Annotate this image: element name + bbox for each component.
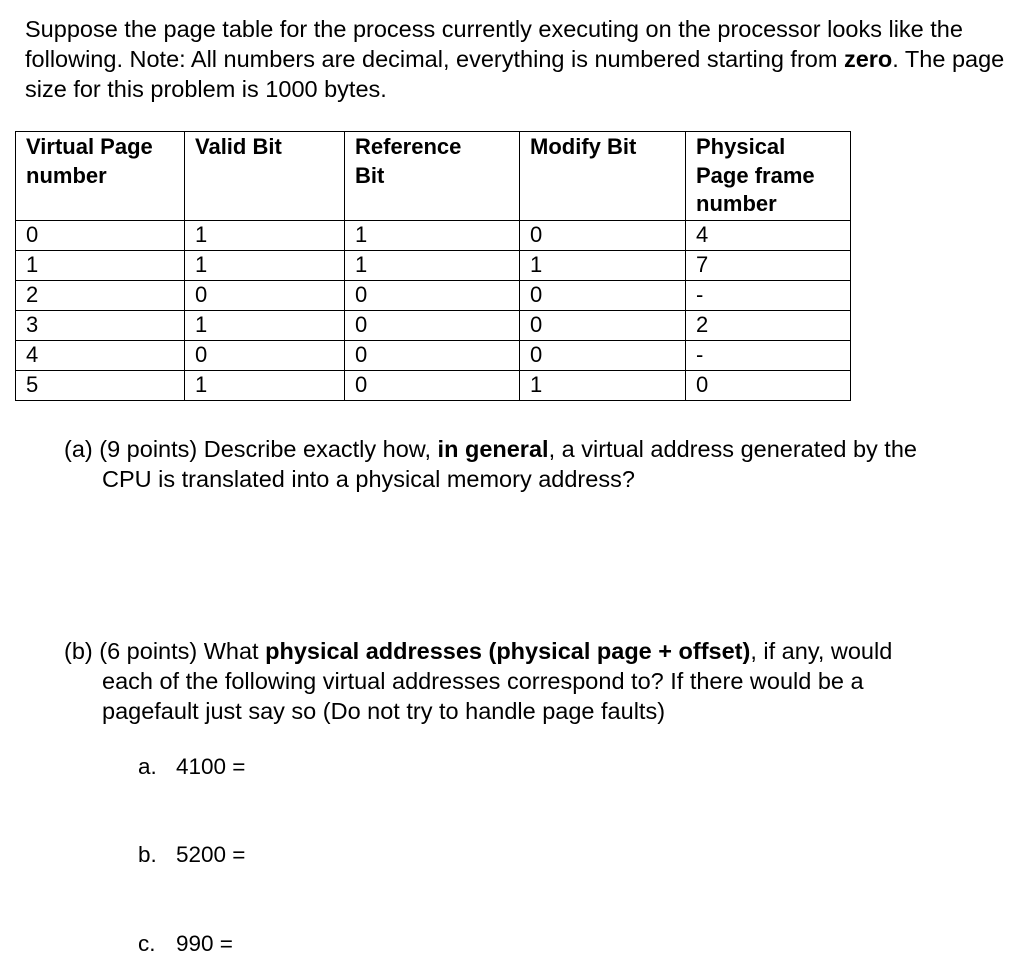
- cell-physical-frame: 7: [686, 250, 851, 280]
- table-row: [16, 250, 851, 280]
- question-b-line1: (b) (6 points) What physical addresses (physical page + offset), if any, would: [64, 638, 893, 664]
- question-b-line3: pagefault just say so (Do not try to handle page faults): [102, 698, 666, 724]
- cell-modify-bit: 0: [520, 280, 686, 310]
- intro-paragraph: [25, 14, 1005, 104]
- sub-item-label: c.: [138, 931, 156, 956]
- cell-physical-frame: -: [686, 280, 851, 310]
- question-b-line2: each of the following virtual addresses correspond to? If there would be a: [102, 668, 864, 694]
- header-valid-bit: Valid Bit: [185, 132, 345, 221]
- cell-modify-bit: 1: [520, 250, 686, 280]
- cell-modify-bit: 0: [520, 310, 686, 340]
- question-a-line1: (a) (9 points) Describe exactly how, in general, a virtual address generated by the: [64, 436, 917, 462]
- sub-item-b: [138, 840, 245, 870]
- header-physical-page-frame-number: Physical Page frame number: [686, 132, 851, 221]
- sub-item-text: 5200 =: [176, 842, 246, 867]
- intro-text-part1: Suppose the page table for the process currently executing on the processor looks like the following. Note: All numbers are decimal, everything is numbered starting from: [25, 16, 963, 72]
- table-row: [16, 370, 851, 400]
- question-a-bold: in general: [437, 436, 549, 462]
- cell-valid-bit: 1: [185, 220, 345, 250]
- cell-reference-bit: 0: [345, 370, 520, 400]
- question-a: [64, 434, 1004, 494]
- cell-physical-frame: -: [686, 340, 851, 370]
- cell-virtual-page: 1: [16, 250, 185, 280]
- cell-physical-frame: 4: [686, 220, 851, 250]
- cell-physical-frame: 2: [686, 310, 851, 340]
- cell-modify-bit: 0: [520, 340, 686, 370]
- cell-reference-bit: 0: [345, 310, 520, 340]
- cell-virtual-page: 0: [16, 220, 185, 250]
- cell-virtual-page: 5: [16, 370, 185, 400]
- page-table-header-row: [16, 132, 851, 221]
- question-a-line2: CPU is translated into a physical memory address?: [102, 466, 635, 492]
- intro-text-part2: . The page size for this problem is 1000 bytes.: [25, 46, 1005, 102]
- cell-reference-bit: 1: [345, 250, 520, 280]
- intro-bold-zero: zero: [843, 46, 893, 72]
- sub-item-c: [138, 929, 233, 959]
- cell-reference-bit: 0: [345, 340, 520, 370]
- table-row: [16, 220, 851, 250]
- cell-modify-bit: 0: [520, 220, 686, 250]
- question-b: [64, 636, 1004, 726]
- sub-item-text: 990 =: [176, 931, 233, 956]
- cell-virtual-page: 2: [16, 280, 185, 310]
- cell-valid-bit: 0: [185, 280, 345, 310]
- header-virtual-page-number: Virtual Page number: [16, 132, 185, 221]
- header-reference-bit: Reference Bit: [345, 132, 520, 221]
- sub-item-a: [138, 752, 245, 782]
- cell-valid-bit: 0: [185, 340, 345, 370]
- sub-item-text: 4100 =: [176, 754, 246, 779]
- cell-valid-bit: 1: [185, 370, 345, 400]
- cell-modify-bit: 1: [520, 370, 686, 400]
- sub-item-label: b.: [138, 842, 157, 867]
- cell-physical-frame: 0: [686, 370, 851, 400]
- table-row: [16, 340, 851, 370]
- page-table: [15, 131, 851, 401]
- cell-valid-bit: 1: [185, 250, 345, 280]
- table-row: [16, 280, 851, 310]
- sub-item-label: a.: [138, 754, 157, 779]
- cell-reference-bit: 1: [345, 220, 520, 250]
- cell-virtual-page: 4: [16, 340, 185, 370]
- cell-reference-bit: 0: [345, 280, 520, 310]
- question-b-bold: physical addresses (physical page + offset): [265, 638, 751, 664]
- cell-virtual-page: 3: [16, 310, 185, 340]
- header-modify-bit: Modify Bit: [520, 132, 686, 221]
- cell-valid-bit: 1: [185, 310, 345, 340]
- table-row: [16, 310, 851, 340]
